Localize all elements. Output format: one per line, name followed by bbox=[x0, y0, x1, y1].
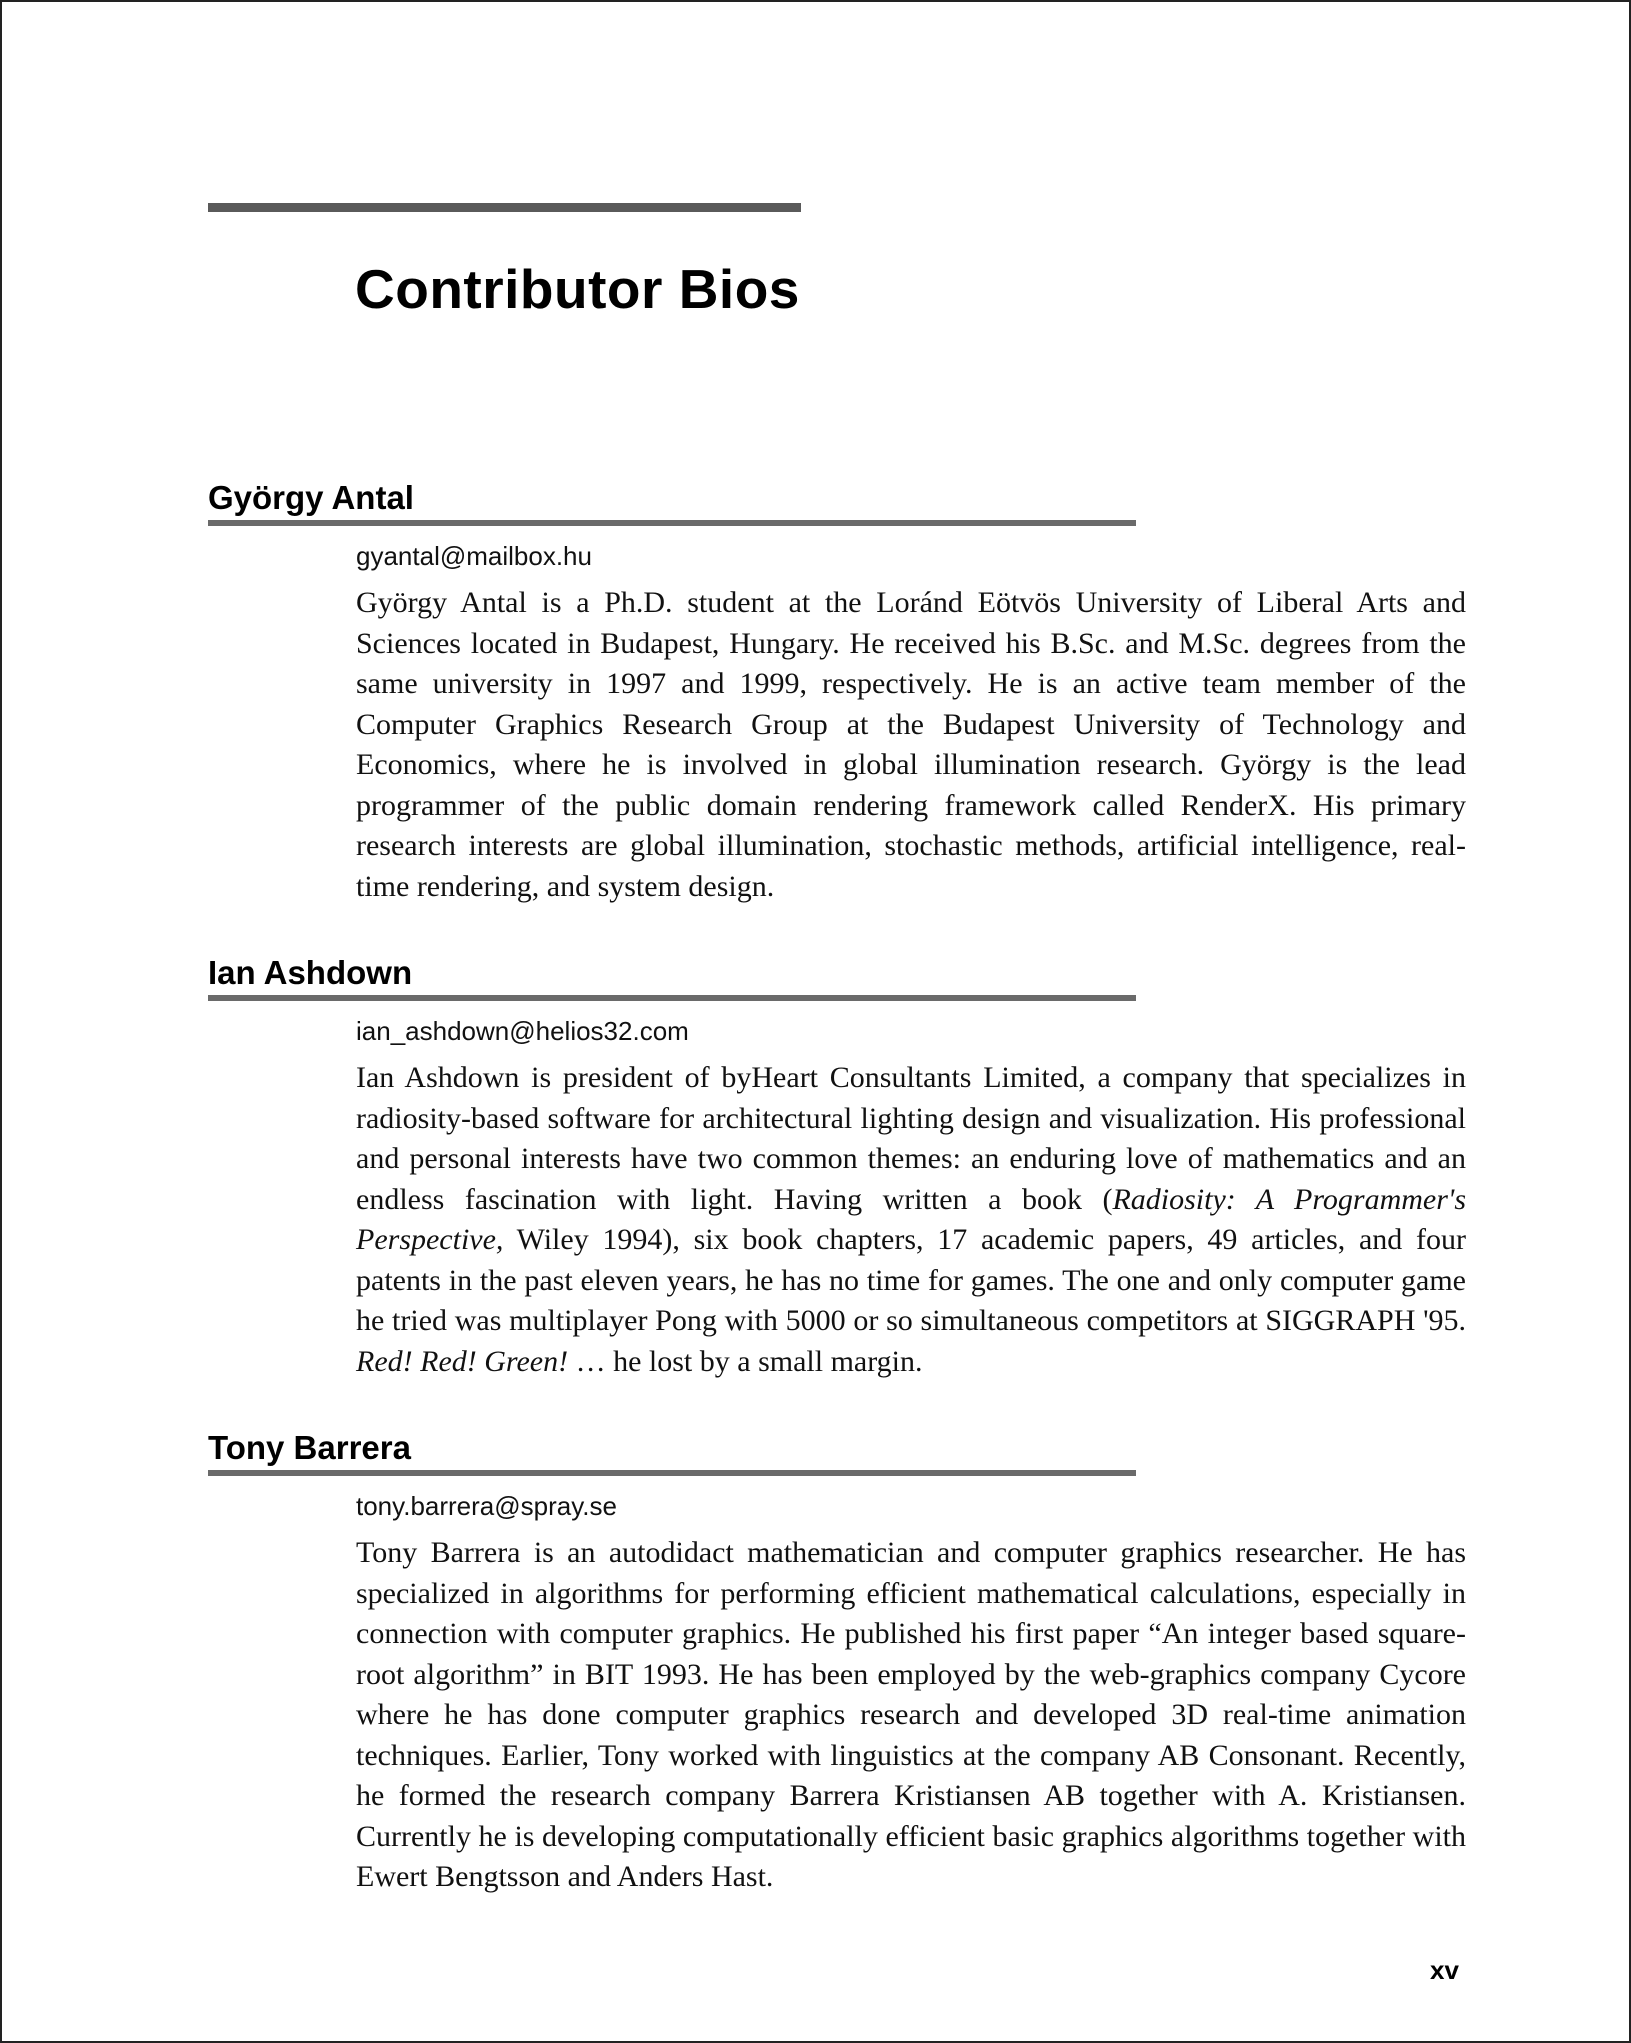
page-title: Contributor Bios bbox=[355, 258, 800, 320]
bio-gyorgy-antal bbox=[208, 478, 1466, 907]
name-rule bbox=[208, 520, 1136, 526]
page-number: xv bbox=[1430, 1955, 1459, 1985]
contributor-name: György Antal bbox=[208, 479, 414, 516]
book-title-italic: Radiosity: A Programmer's Perspective, bbox=[356, 1182, 1466, 1256]
game-quote-italic: Red! Red! Green! bbox=[356, 1344, 569, 1378]
bio-text bbox=[356, 583, 1466, 907]
bio-text-segment: Ian Ashdown is president of byHeart Consultants Limited, a company that specializes in radiosity-based software for architectural lighting design and visualization. His professional and personal interests have two common themes: an enduring love of mathematics and an endless fascination with light. Having written a book ( bbox=[356, 1061, 1466, 1216]
title-rule bbox=[208, 203, 801, 212]
name-rule bbox=[208, 1470, 1136, 1476]
bio-text bbox=[356, 1058, 1466, 1382]
bio-ian-ashdown bbox=[208, 953, 1466, 1382]
bio-text bbox=[356, 1533, 1466, 1898]
contributor-email: tony.barrera@spray.se bbox=[356, 1491, 617, 1521]
contributor-name: Ian Ashdown bbox=[208, 954, 413, 991]
bio-text-segment: … he lost by a small margin. bbox=[568, 1344, 923, 1378]
contributor-name: Tony Barrera bbox=[208, 1429, 411, 1466]
bio-tony-barrera bbox=[208, 1428, 1466, 1898]
contributor-email: gyantal@mailbox.hu bbox=[356, 541, 592, 571]
name-rule bbox=[208, 995, 1136, 1001]
contributor-email: ian_ashdown@helios32.com bbox=[356, 1016, 689, 1046]
bio-text-segment: Wiley 1994), six book chapters, 17 academic papers, 49 articles, and four patents in the past eleven years, he has no time for games. The one and only computer game he tried was multiplayer Pong with 5000 or so simultaneous competitors at SIGGRAPH '95. bbox=[356, 1223, 1466, 1337]
bio-text-segment: György Antal is a Ph.D. student at the Loránd Eötvös University of Liberal Arts and Sciences located in Budapest, Hungary. He received his B.Sc. and M.Sc. degrees from the same university in 1997 and 1999, respectively. He is an active team member of the Computer Graphics Research Group at the Budapest University of Technology and Economics, where he is involved in global illumination research. György is the lead programmer of the public domain rendering framework called RenderX. His primary research interests are global illumination, stochastic methods, artificial intelligence, real-time rendering, and system design. bbox=[356, 586, 1466, 903]
bio-text-segment: Tony Barrera is an autodidact mathematician and computer graphics researcher. He has specialized in algorithms for performing efficient mathematical calculations, especially in connection with computer graphics. He published his first paper “An integer based square-root algorithm” in BIT 1993. He has been employed by the web-graphics company Cycore where he has done computer graphics research and developed 3D real-time animation techniques. Earlier, Tony worked with linguistics at the company AB Consonant. Recently, he formed the research company Barrera Kristiansen AB together with A. Kristiansen. Currently he is developing computationally efficient basic graphics algorithms together with Ewert Bengtsson and Anders Hast. bbox=[356, 1536, 1466, 1893]
